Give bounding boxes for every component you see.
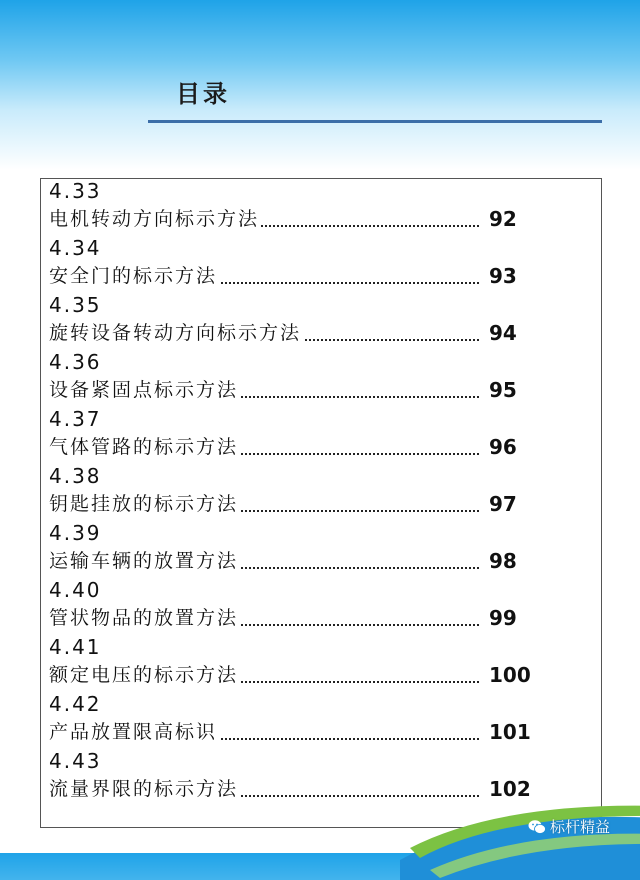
toc-number: 4.34 xyxy=(49,236,102,260)
toc-title: 产品放置限高标识 xyxy=(49,718,219,746)
toc-title: 运输车辆的放置方法 xyxy=(49,547,240,575)
toc-entry[interactable] xyxy=(49,749,569,806)
watermark xyxy=(528,816,610,837)
toc-number: 4.42 xyxy=(49,692,102,716)
toc-number: 4.38 xyxy=(49,464,102,488)
toc-page: 102 xyxy=(489,777,531,801)
toc-number: 4.36 xyxy=(49,350,102,374)
toc-title: 流量界限的标示方法 xyxy=(49,775,240,803)
toc-title: 管状物品的放置方法 xyxy=(49,604,240,632)
toc-title: 额定电压的标示方法 xyxy=(49,661,240,689)
toc-number: 4.43 xyxy=(49,749,102,773)
toc-page: 92 xyxy=(489,207,517,231)
watermark-text: 标杆精益 xyxy=(550,818,611,836)
toc-entry[interactable] xyxy=(49,464,569,521)
toc-page: 95 xyxy=(489,378,517,402)
toc-number: 4.40 xyxy=(49,578,102,602)
toc-title: 设备紧固点标示方法 xyxy=(49,376,240,404)
toc-entry[interactable] xyxy=(49,635,569,692)
toc-number: 4.41 xyxy=(49,635,102,659)
toc-number: 4.35 xyxy=(49,293,102,317)
toc-number: 4.39 xyxy=(49,521,102,545)
toc-page: 93 xyxy=(489,264,517,288)
toc-entry[interactable] xyxy=(49,578,569,635)
toc-page: 96 xyxy=(489,435,517,459)
toc-entry[interactable] xyxy=(49,407,569,464)
toc-entry[interactable] xyxy=(49,521,569,578)
toc-entry[interactable] xyxy=(49,350,569,407)
toc-entry[interactable] xyxy=(49,236,569,293)
toc-title: 气体管路的标示方法 xyxy=(49,433,240,461)
toc-page: 101 xyxy=(489,720,531,744)
toc-page: 99 xyxy=(489,606,517,630)
page-title: 目录 xyxy=(176,80,230,108)
toc-entry[interactable] xyxy=(49,293,569,350)
toc-box xyxy=(40,178,602,828)
toc-title: 安全门的标示方法 xyxy=(49,262,219,290)
toc-title: 电机转动方向标示方法 xyxy=(49,205,261,233)
toc-entry[interactable] xyxy=(49,179,569,236)
toc-page: 94 xyxy=(489,321,517,345)
toc-number: 4.33 xyxy=(49,179,102,203)
toc-title: 钥匙挂放的标示方法 xyxy=(49,490,240,518)
toc-page: 97 xyxy=(489,492,517,516)
toc-number: 4.37 xyxy=(49,407,102,431)
toc-entry[interactable] xyxy=(49,692,569,749)
toc-title: 旋转设备转动方向标示方法 xyxy=(49,319,303,347)
wechat-icon xyxy=(528,819,546,835)
title-underline xyxy=(148,120,602,123)
toc-page: 100 xyxy=(489,663,531,687)
toc-page: 98 xyxy=(489,549,517,573)
decorative-swoosh xyxy=(400,800,640,880)
